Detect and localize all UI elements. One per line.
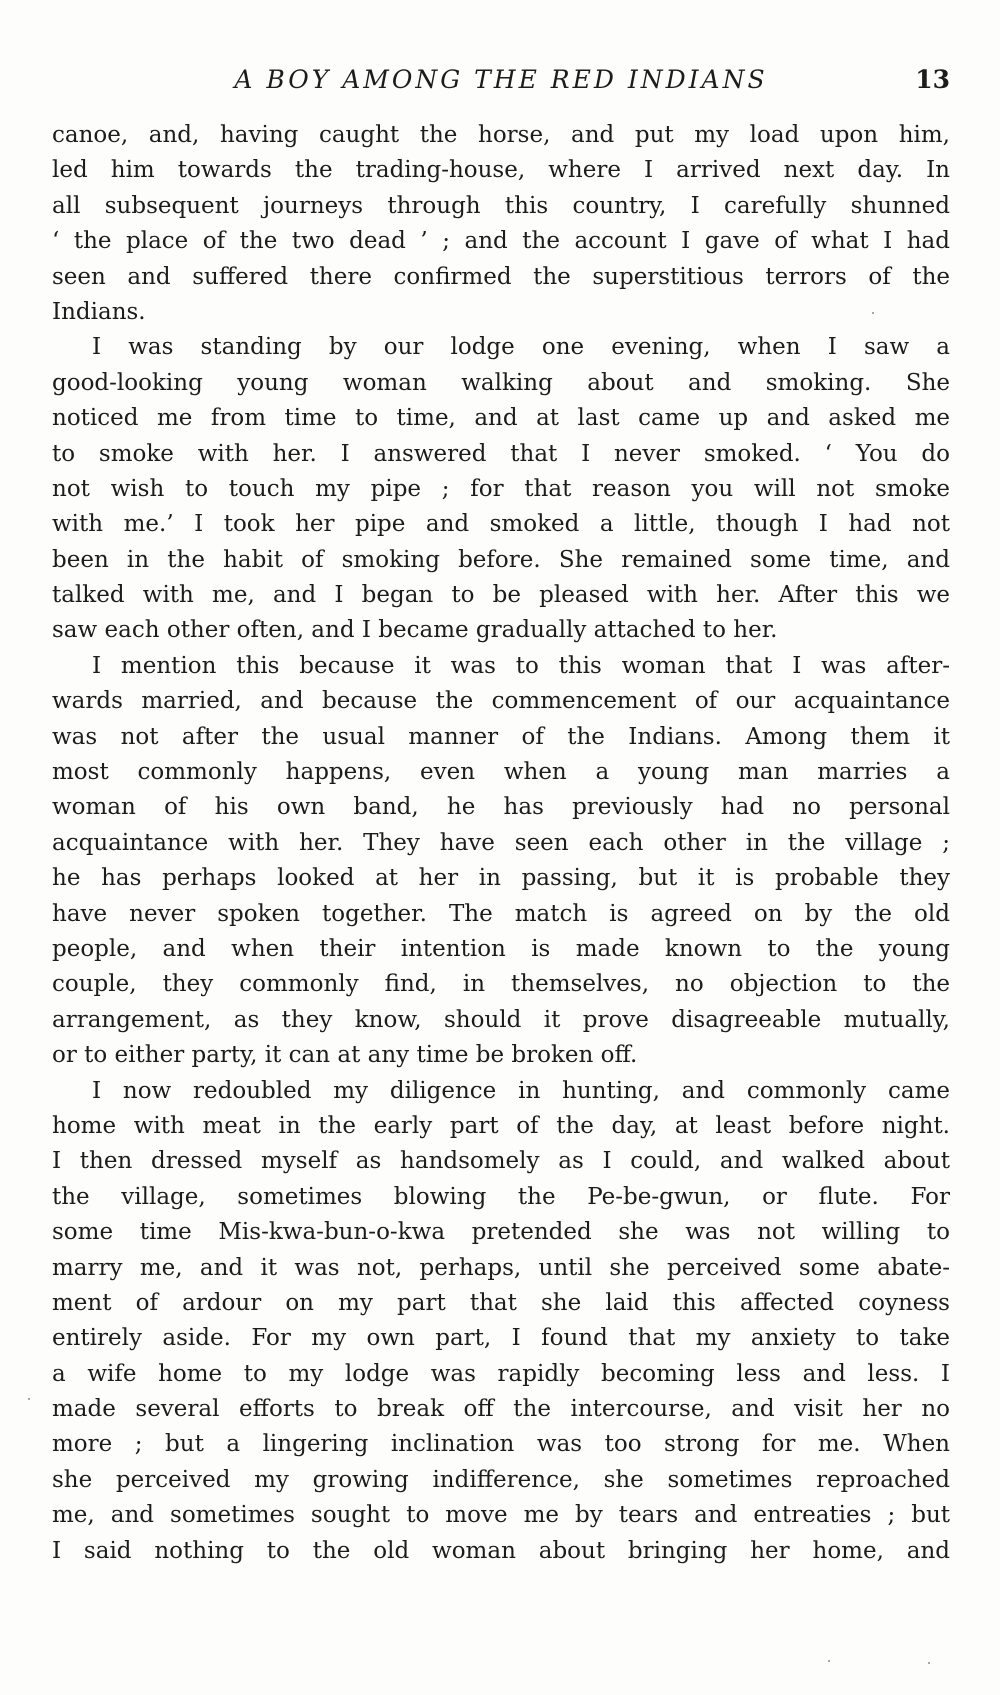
text-line: with me.’ I took her pipe and smoked a little, though I had not [52, 511, 950, 538]
paper-speck [28, 1398, 30, 1400]
text-line: entirely aside. For my own part, I found that my anxiety to take [52, 1325, 950, 1352]
text-line: talked with me, and I began to be pleased with her. After this we [52, 582, 950, 609]
text-line: people, and when their intention is made known to the young [52, 935, 950, 962]
paper-speck [872, 312, 874, 314]
text-line-paragraph-end: or to either party, it can at any time be broken off. [52, 1042, 638, 1069]
text-line: wards married, and because the commencement of our acquaintance [52, 688, 950, 715]
text-line: marry me, and it was not, perhaps, until she perceived some abate- [52, 1254, 950, 1281]
text-line: I said nothing to the old woman about bringing her home, and [52, 1537, 950, 1564]
text-line: ‘ the place of the two dead ’ ; and the account I gave of what I had [52, 228, 950, 255]
text-line: made several efforts to break off the intercourse, and visit her no [52, 1396, 950, 1423]
text-line: been in the habit of smoking before. She remained some time, and [52, 546, 950, 573]
text-line: I then dressed myself as handsomely as I could, and walked about [52, 1148, 950, 1175]
text-line-paragraph-start: I mention this because it was to this woman that I was after- [92, 652, 950, 679]
text-line: some time Mis-kwa-bun-o-kwa pretended she was not willing to [52, 1219, 950, 1246]
text-line: a wife home to my lodge was rapidly becoming less and less. I [52, 1360, 950, 1387]
text-line-paragraph-end: Indians. [52, 298, 146, 325]
page-number: 13 [915, 65, 950, 94]
text-line: canoe, and, having caught the horse, and put my load upon him, [52, 122, 950, 148]
running-title: A BOY AMONG THE RED INDIANS [234, 65, 768, 94]
text-line: was not after the usual manner of the Indians. Among them it [52, 723, 950, 750]
text-line: noticed me from time to time, and at last came up and asked me [52, 405, 950, 432]
paper-speck [928, 1662, 930, 1664]
text-line: acquaintance with her. They have seen each other in the village ; [52, 829, 950, 856]
text-line: arrangement, as they know, should it prove disagreeable mutually, [52, 1006, 950, 1033]
text-line: more ; but a lingering inclination was too strong for me. When [52, 1431, 950, 1458]
text-line: good-looking young woman walking about and smoking. She [52, 369, 950, 396]
text-line: woman of his own band, he has previously had no personal [52, 794, 950, 821]
text-line: seen and suffered there confirmed the superstitious terrors of the [52, 263, 950, 290]
paper-speck [828, 1660, 830, 1662]
text-line: couple, they commonly find, in themselves, no objection to the [52, 971, 950, 998]
text-line: most commonly happens, even when a young man marries a [52, 759, 950, 786]
text-line: all subsequent journeys through this country, I carefully shunned [52, 192, 950, 219]
text-line: not wish to touch my pipe ; for that reason you will not smoke [52, 475, 950, 502]
text-line: ment of ardour on my part that she laid this affected coyness [52, 1289, 950, 1316]
text-line: home with meat in the early part of the day, at least before night. [52, 1112, 950, 1139]
text-line: to smoke with her. I answered that I never smoked. ‘ You do [52, 440, 950, 467]
text-line-paragraph-end: saw each other often, and I became gradually attached to her. [52, 617, 778, 644]
text-line-paragraph-start: I now redoubled my diligence in hunting, and commonly came [92, 1077, 950, 1104]
running-head [52, 60, 950, 100]
text-line: he has perhaps looked at her in passing, but it is probable they [52, 865, 950, 892]
text-line: the village, sometimes blowing the Pe-be-gwun, or flute. For [52, 1183, 950, 1210]
text-line: led him towards the trading-house, where I arrived next day. In [52, 157, 950, 184]
text-line: me, and sometimes sought to move me by tears and entreaties ; but [52, 1502, 950, 1529]
text-line: she perceived my growing indifference, she sometimes reproached [52, 1466, 950, 1493]
text-line: have never spoken together. The match is agreed on by the old [52, 900, 950, 927]
body-text [52, 118, 950, 1569]
text-line-paragraph-start: I was standing by our lodge one evening, when I saw a [92, 334, 950, 361]
